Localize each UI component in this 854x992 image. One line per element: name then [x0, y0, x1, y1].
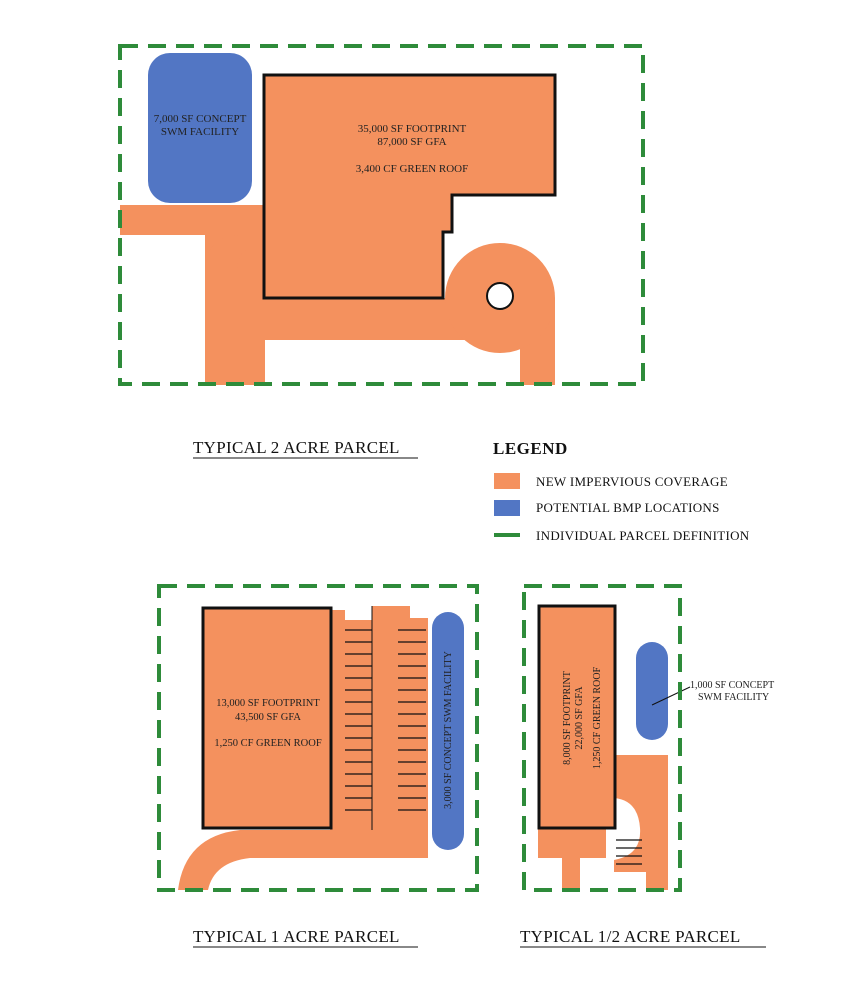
parcel-half-acre-bldg-label-1: 8,000 SF FOOTPRINT — [562, 671, 573, 765]
parcel-2acre-swm-label-1: 7,000 SF CONCEPT — [153, 113, 247, 125]
legend-label-impervious: NEW IMPERVIOUS COVERAGE — [536, 474, 728, 489]
legend-heading: LEGEND — [493, 439, 568, 458]
parcel-1acre-bldg-label-3: 1,250 CF GREEN ROOF — [214, 738, 322, 749]
parcel-1acre-bldg-label-1: 13,000 SF FOOTPRINT — [216, 698, 320, 709]
parcel-1acre-swm-label: 3,000 SF CONCEPT SWM FACILITY — [443, 651, 454, 809]
parcel-2acre-island — [487, 283, 513, 309]
legend-label-bmp: POTENTIAL BMP LOCATIONS — [536, 500, 720, 515]
parcel-1acre — [159, 586, 477, 947]
parcel-half-acre-title: TYPICAL 1/2 ACRE PARCEL — [520, 927, 741, 946]
legend-swatch-bmp — [494, 500, 520, 516]
parcel-1acre-title: TYPICAL 1 ACRE PARCEL — [193, 927, 400, 946]
legend-swatch-impervious — [494, 473, 520, 489]
parcel-2acre-title: TYPICAL 2 ACRE PARCEL — [193, 438, 400, 457]
parcel-half-acre-swm-label-2: SWM FACILITY — [698, 692, 770, 703]
parcel-half-acre-bldg-label-2: 22,000 SF GFA — [574, 686, 585, 750]
parcel-2acre — [120, 46, 643, 458]
legend — [493, 439, 750, 543]
parcel-2acre-bldg-label-1: 35,000 SF FOOTPRINT — [357, 123, 467, 135]
legend-label-parcel: INDIVIDUAL PARCEL DEFINITION — [536, 528, 750, 543]
parcel-half-acre-swm-label-1: 1,000 SF CONCEPT — [690, 680, 775, 691]
parcel-2acre-bldg-label-3: 3,400 CF GREEN ROOF — [355, 163, 469, 175]
parcel-1acre-bldg-label-2: 43,500 SF GFA — [234, 712, 302, 723]
parcel-half-acre — [520, 586, 774, 947]
parcel-2acre-swm-label-2: SWM FACILITY — [160, 126, 240, 138]
parcel-half-acre-swm-facility — [636, 642, 668, 740]
parcel-half-acre-bldg-label-3: 1,250 CF GREEN ROOF — [592, 666, 603, 770]
parcel-2acre-bldg-label-2: 87,000 SF GFA — [377, 136, 447, 148]
